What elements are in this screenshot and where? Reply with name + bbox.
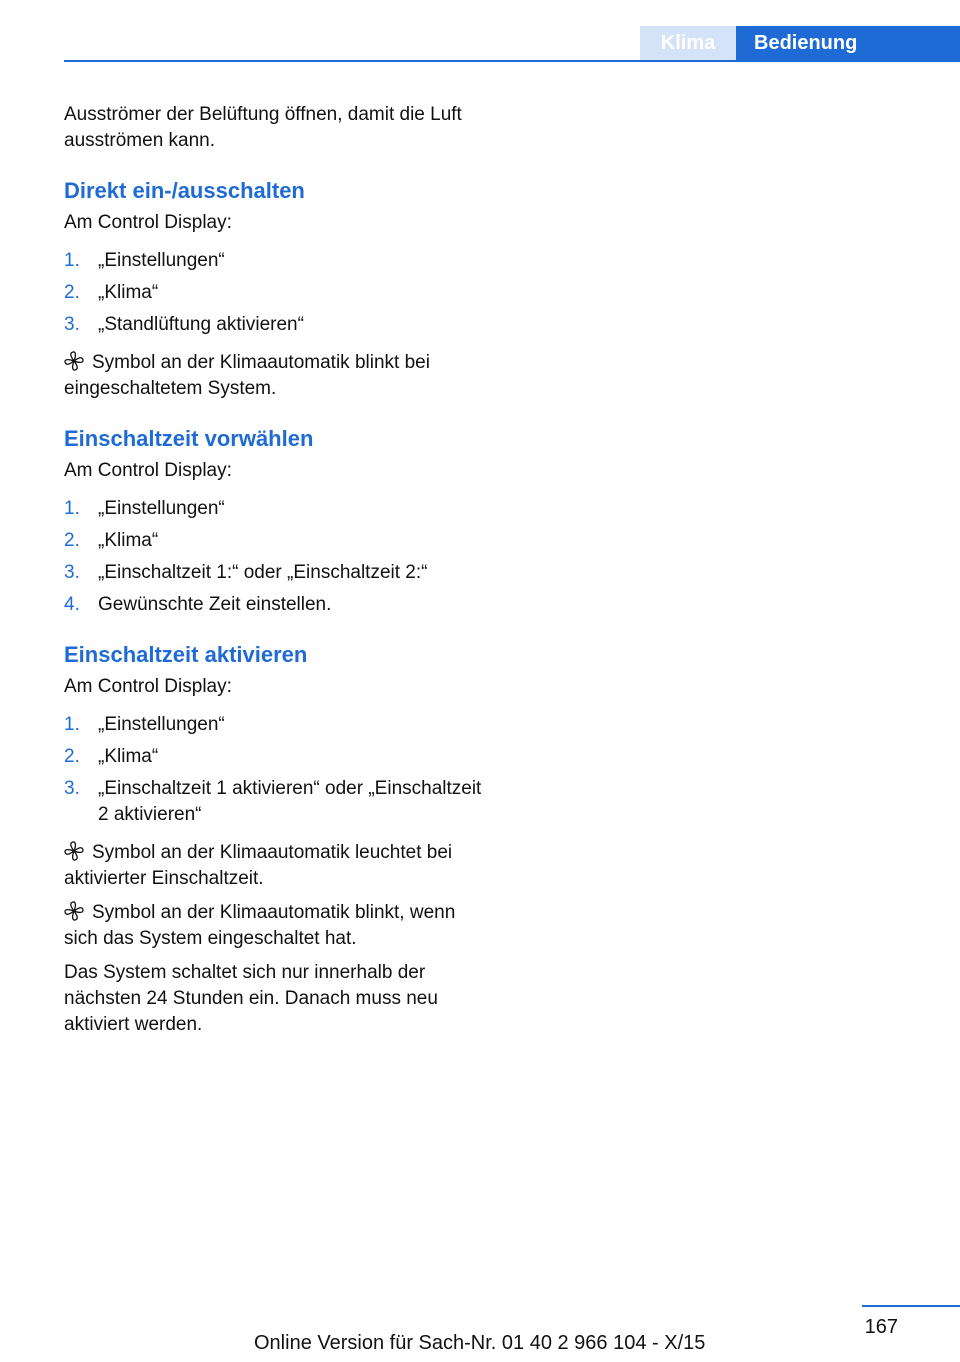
final-paragraph: Das System schaltet sich nur innerhalb der nächsten 24 Stunden ein. Danach muss neu aktiviert werden.	[64, 962, 438, 1035]
step-text: „Klima“	[98, 530, 159, 551]
step-text: „Einschaltzeit 1 aktivieren“ oder „Einschaltzeit 2 aktivieren“	[98, 778, 482, 825]
list-item	[64, 248, 484, 274]
note-paragraph	[64, 900, 484, 952]
section-aktivieren	[64, 640, 484, 1038]
fan-icon	[64, 351, 84, 371]
steps-list	[64, 248, 484, 338]
page-number: 167	[864, 1316, 898, 1338]
note-paragraph	[64, 350, 484, 402]
note-paragraph	[64, 840, 484, 892]
fan-icon	[64, 841, 84, 861]
list-item	[64, 280, 484, 306]
note-text: Symbol an der Klimaautomatik leuchtet bei aktivierter Einschaltzeit.	[64, 842, 453, 889]
step-number: 1.	[64, 250, 80, 271]
list-item	[64, 592, 484, 618]
list-item	[64, 776, 484, 828]
step-number: 2.	[64, 282, 80, 303]
section-heading: Direkt ein-/ausschalten	[64, 178, 305, 203]
list-item	[64, 496, 484, 522]
intro-paragraph: Ausströmer der Belüftung öffnen, damit die Luft ausströmen kann.	[64, 104, 462, 151]
section-subtitle: Am Control Display:	[64, 212, 232, 233]
step-text: „Einschaltzeit 1:“ oder „Einschaltzeit 2:“	[98, 562, 428, 583]
section-heading: Einschaltzeit aktivieren	[64, 642, 308, 667]
step-number: 2.	[64, 746, 80, 767]
step-number: 1.	[64, 714, 80, 735]
step-text: Gewünschte Zeit einstellen.	[98, 594, 332, 615]
step-text: „Einstellungen“	[98, 714, 225, 735]
step-text: „Klima“	[98, 282, 159, 303]
list-item	[64, 312, 484, 338]
footer-version: Online Version für Sach-Nr. 01 40 2 966 104 - X/15	[254, 1332, 706, 1354]
note-text: Symbol an der Klimaautomatik blinkt, wenn sich das System eingeschaltet hat.	[64, 902, 456, 949]
list-item	[64, 528, 484, 554]
steps-list	[64, 712, 484, 828]
step-number: 3.	[64, 314, 80, 335]
list-item	[64, 712, 484, 738]
step-text: „Einstellungen“	[98, 498, 225, 519]
section-direkt	[64, 176, 484, 402]
section-tab: Klima	[640, 26, 736, 60]
step-number: 1.	[64, 498, 80, 519]
fan-icon	[64, 901, 84, 921]
step-text: „Klima“	[98, 746, 159, 767]
step-number: 3.	[64, 778, 80, 799]
section-subtitle: Am Control Display:	[64, 460, 232, 481]
note-text: Symbol an der Klimaautomatik blinkt bei eingeschaltetem System.	[64, 352, 430, 399]
step-text: „Standlüftung aktivieren“	[98, 314, 304, 335]
section-heading: Einschaltzeit vorwählen	[64, 426, 314, 451]
step-number: 4.	[64, 594, 80, 615]
steps-list	[64, 496, 484, 618]
step-text: „Einstellungen“	[98, 250, 225, 271]
list-item	[64, 744, 484, 770]
step-number: 3.	[64, 562, 80, 583]
step-number: 2.	[64, 530, 80, 551]
footer-rule	[862, 1305, 960, 1307]
chapter-tab: Bedienung	[736, 26, 960, 60]
list-item	[64, 560, 484, 586]
page-content	[64, 102, 484, 1038]
section-subtitle: Am Control Display:	[64, 676, 232, 697]
section-vorwaehlen	[64, 424, 484, 618]
header-rule	[64, 60, 960, 62]
